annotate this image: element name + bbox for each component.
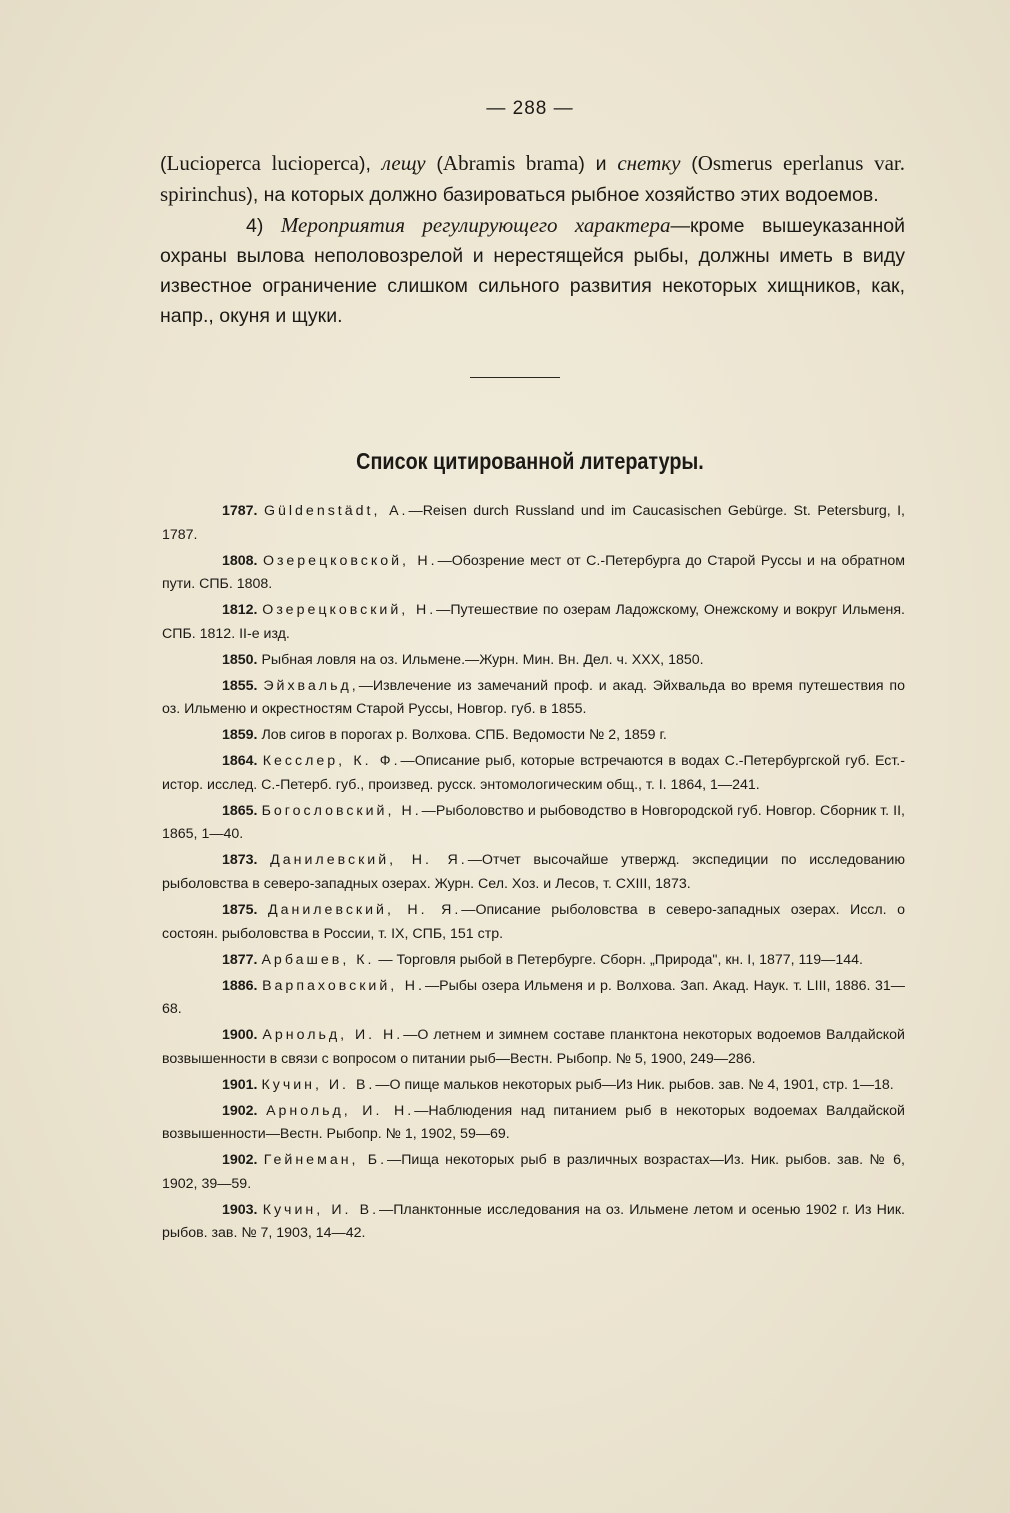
- reference-author: Озерецковский, Н.: [262, 602, 437, 619]
- reference-text: —Описание рыб, которые встречаются в водах С.-Петербургской губ. Ест.-истор. исслед. С.-Петерб. губ., произвед. русск. энтомологическим общ., т. I. 1864, 1—241.: [162, 753, 905, 793]
- reference-text: —О пище мальков некоторых рыб—Из Ник. рыбов. зав. № 4, 1901, стр. 1—18.: [375, 1076, 894, 1093]
- reference-year: 1903.: [222, 1201, 258, 1218]
- reference-entry: [162, 675, 905, 722]
- section-heading: Список цитированной литературы.: [356, 448, 704, 474]
- reference-entry: [162, 800, 905, 847]
- reference-text: —Пища некоторых рыб в различных возрастах—Из. Ник. рыбов. зав. № 6, 1902, 39—59.: [162, 1152, 906, 1192]
- reference-author: Данилевский, Н. Я.: [270, 852, 468, 869]
- section-divider: [470, 377, 560, 378]
- reference-author: Озерецковской, Н.: [262, 552, 438, 569]
- reference-author: Богословский, Н.: [261, 802, 422, 819]
- reference-entry: [162, 1024, 905, 1071]
- reference-entry: [162, 1074, 905, 1098]
- reference-year: 1900.: [222, 1027, 258, 1044]
- reference-author: Кучин, И. В.: [262, 1201, 380, 1218]
- reference-text: —Описание рыболовства в северо-западных озерах. Иссл. о состоян. рыболовства в России, т. IX, СПБ, 151 стр.: [162, 902, 905, 942]
- reference-entry: [162, 949, 905, 973]
- reference-author: Арбашев, К.: [261, 951, 375, 968]
- intro-paragraph-1: [160, 148, 905, 210]
- reference-year: 1855.: [222, 677, 258, 694]
- reference-author: Гейнеман, Б.: [263, 1152, 388, 1169]
- reference-list: [162, 500, 905, 1248]
- latin-name: Abramis brama: [442, 151, 579, 175]
- text-fragment: ),: [359, 153, 382, 175]
- text-fragment: (: [680, 153, 698, 175]
- text-fragment: (: [425, 153, 443, 175]
- reference-text: —Рыбы озера Ильменя и р. Волхова. Зап. Акад. Наук. т. LIII, 1886. 31—68.: [162, 977, 905, 1018]
- reference-author: Эйхвальд,: [263, 677, 359, 694]
- text-fragment: ), на которых должно базироваться рыбное хозяйство этих водоемов.: [246, 184, 879, 206]
- reference-text: —Reisen durch Russland und im Caucasischen Gebürge. St. Petersburg, I, 1787.: [162, 503, 905, 543]
- reference-text: Лов сигов в порогах р. Волхова. СПБ. Ведомости № 2, 1859 г.: [261, 727, 667, 744]
- reference-year: 1877.: [222, 951, 258, 968]
- item-number: 4): [246, 215, 281, 237]
- reference-year: 1812.: [222, 602, 258, 619]
- reference-year: 1886.: [222, 977, 258, 994]
- latin-name: Lucioperca lucioperca: [166, 151, 360, 175]
- intro-paragraph-2: [160, 210, 905, 331]
- reference-year: 1875.: [222, 902, 258, 919]
- reference-year: 1864.: [222, 753, 258, 770]
- reference-year: 1902.: [222, 1152, 258, 1169]
- reference-entry: [162, 1149, 905, 1196]
- reference-year: 1902.: [222, 1102, 258, 1119]
- italic-term: лещу: [381, 151, 426, 175]
- reference-entry: [162, 649, 905, 673]
- reference-entry: [162, 1100, 905, 1147]
- intro-text: [160, 148, 905, 331]
- reference-text: — Торговля рыбой в Петербурге. Сборн. „Природа", кн. I, 1877, 119—144.: [374, 951, 863, 968]
- reference-text: —О летнем и зимнем составе планктона некоторых водоемов Валдайской возвышенности в связи с вопросом о питании рыб—Вестн. Рыбопр. № 5, 1900, 249—286.: [162, 1027, 905, 1067]
- reference-entry: [162, 899, 905, 946]
- reference-author: Güldenstädt, A.: [263, 503, 409, 519]
- reference-entry: [162, 975, 905, 1022]
- reference-text: Рыбная ловля на оз. Ильмене.—Журн. Мин. Вн. Дел. ч. XXX, 1850.: [261, 651, 704, 668]
- reference-text: —Обозрение мест от С.-Петербурга до Старой Руссы и на обратном пути. СПБ. 1808.: [162, 552, 905, 593]
- reference-year: 1850.: [222, 651, 258, 668]
- reference-author: Арнольд, И. Н.: [262, 1027, 404, 1044]
- reference-year: 1865.: [222, 802, 258, 819]
- reference-text: —Планктонные исследования на оз. Ильмене летом и осенью 1902 г. Из Ник. рыбов. зав. № 7, 1903, 14—42.: [162, 1201, 905, 1242]
- reference-text: —Наблюдения над питанием рыб в некоторых водоемах Валдайской возвышенности—Вестн. Рыбопр. № 1, 1902, 59—69.: [162, 1102, 905, 1143]
- italic-term: снетку: [617, 151, 681, 175]
- reference-year: 1808.: [222, 552, 258, 569]
- reference-entry: [162, 550, 905, 597]
- reference-year: 1901.: [222, 1076, 258, 1093]
- paragraph-text: —кроме вышеуказанной охраны вылова неполовозрелой и нерестящейся рыбы, должны иметь в виду известное ограничение слишком сильного развития некоторых хищников, как, напр., окуня и щуки.: [160, 215, 905, 327]
- page-number: — 288 —: [486, 98, 574, 119]
- reference-entry: [162, 750, 905, 797]
- reference-entry: [162, 724, 905, 748]
- reference-author: Кесслер, К. Ф.: [262, 753, 401, 770]
- reference-entry: [162, 849, 905, 896]
- reference-entry: [162, 1199, 905, 1246]
- italic-heading: Мероприятия регулирующего характера: [280, 213, 671, 237]
- reference-author: Варпаховский, Н.: [262, 977, 425, 994]
- reference-text: —Путешествие по озерам Ладожскому, Онежскому и вокруг Ильменя. СПБ. 1812. II-е изд.: [162, 602, 905, 642]
- latin-name: Osmerus eperlanus var. spirinchus: [160, 151, 905, 206]
- reference-year: 1873.: [222, 852, 258, 869]
- reference-author: Арнольд, И. Н.: [266, 1102, 415, 1119]
- reference-text: —Извлечение из замечаний проф. и акад. Эйхвальда во время путешествия по оз. Ильменю и окрестностям Старой Руссы, Новгор. губ. в 1855.: [162, 677, 905, 718]
- reference-author: Кучин, И. В.: [261, 1076, 376, 1093]
- reference-text: —Отчет высочайше утвержд. экспедиции по исследованию рыболовства в северо-западных озерах. Журн. Сел. Хоз. и Лесов, т. CXIII, 1873.: [162, 852, 905, 893]
- reference-entry: [162, 599, 905, 646]
- reference-entry: [162, 500, 905, 547]
- reference-text: —Рыболовство и рыбоводство в Новгородской губ. Новгор. Сборник т. II, 1865, 1—40.: [162, 802, 905, 843]
- reference-year: 1787.: [222, 503, 258, 519]
- reference-year: 1859.: [222, 727, 258, 744]
- text-fragment: (: [160, 153, 167, 175]
- reference-author: Данилевский, Н. Я.: [268, 902, 462, 919]
- text-fragment: ) и: [578, 153, 618, 175]
